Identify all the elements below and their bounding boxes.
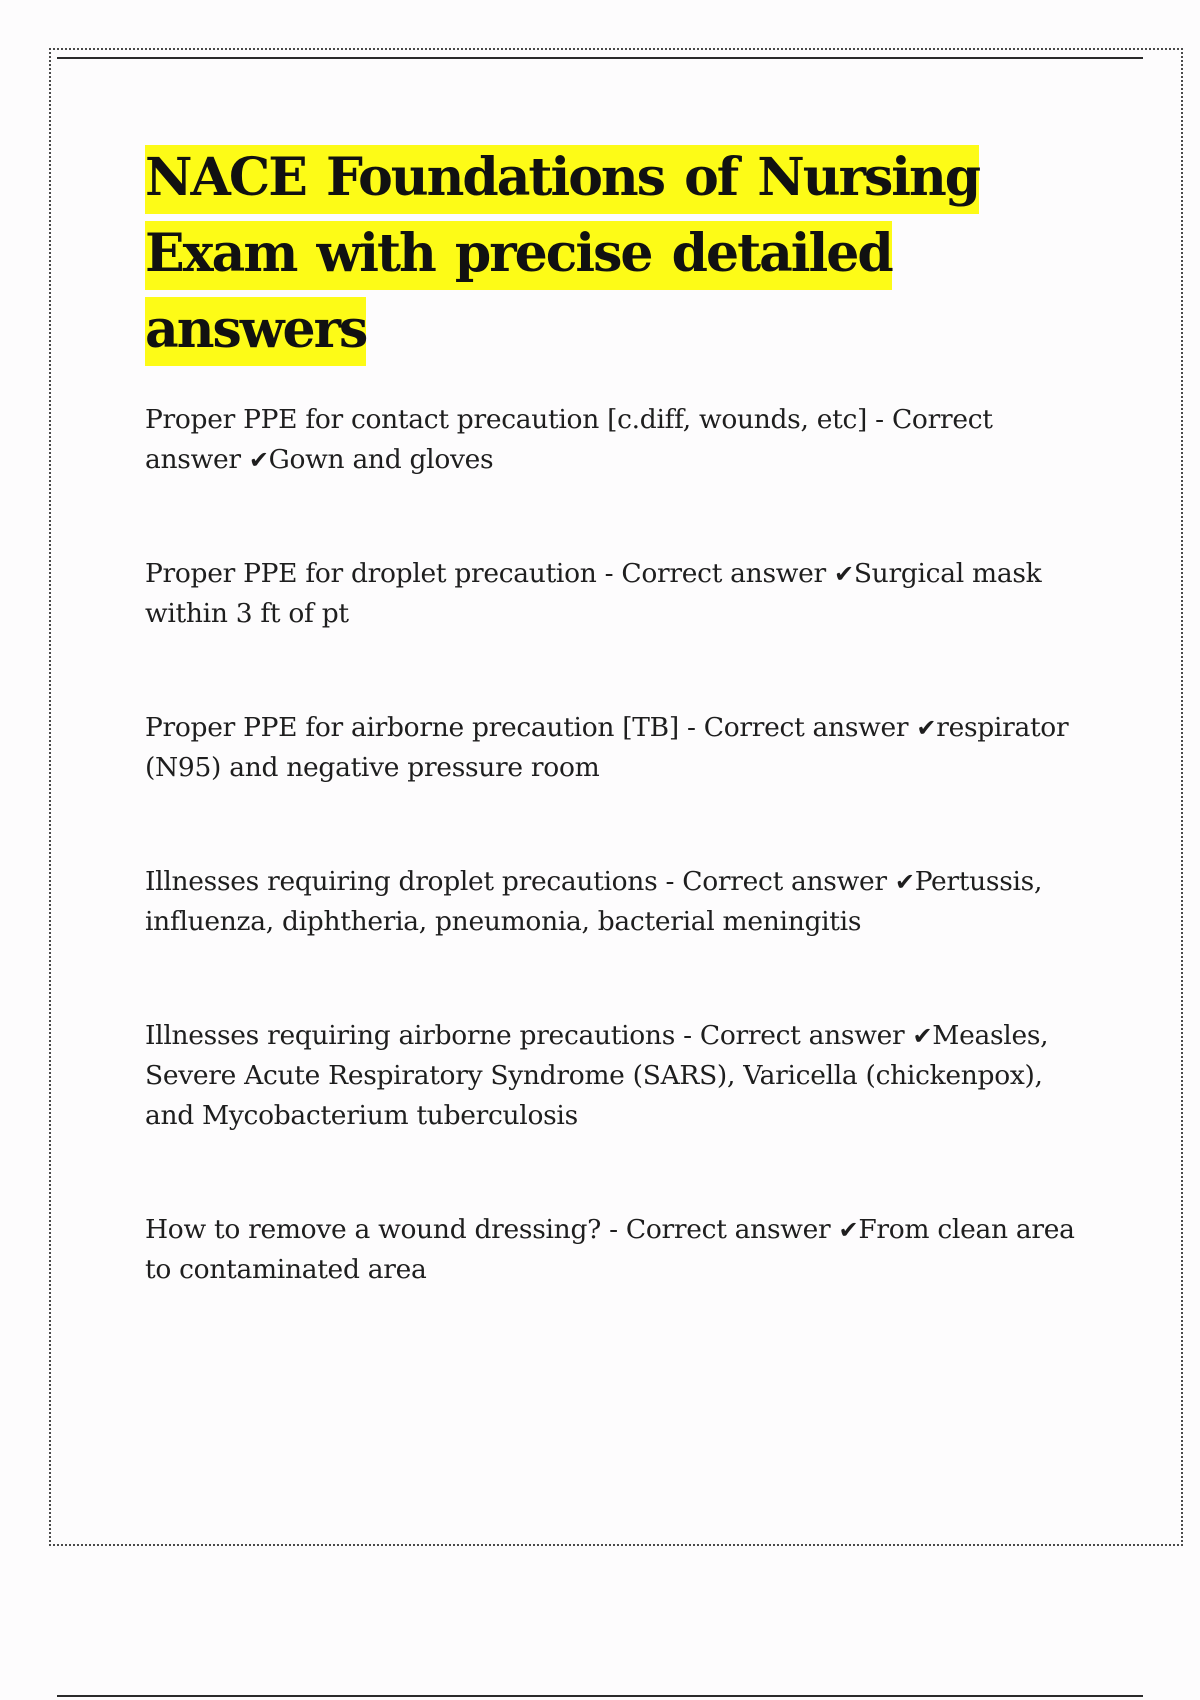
answer-text: Surgical mask within 3 ft of pt: [145, 558, 1042, 629]
qa-item: [145, 708, 1085, 862]
check-icon: ✔: [912, 1022, 933, 1050]
answer-text: Gown and gloves: [268, 444, 494, 475]
question-text: How to remove a wound dressing? - Correct answer: [145, 1214, 839, 1245]
check-icon: ✔: [838, 1216, 859, 1244]
check-icon: ✔: [916, 714, 937, 742]
qa-item: [145, 1210, 1085, 1364]
document-title: [145, 140, 1085, 368]
check-icon: ✔: [248, 446, 269, 474]
question-text: Proper PPE for droplet precaution - Correct answer: [145, 558, 835, 589]
title-highlight: NACE Foundations of Nursing Exam with precise detailed answers: [145, 145, 979, 366]
qa-item: [145, 400, 1085, 554]
qa-item: [145, 554, 1085, 708]
answer-text: From clean area to contaminated area: [145, 1214, 1075, 1285]
question-text: Illnesses requiring droplet precautions - Correct answer: [145, 866, 895, 897]
answer-text: respirator (N95) and negative pressure room: [145, 712, 1069, 783]
check-icon: ✔: [894, 868, 915, 896]
bottom-rule: [57, 1695, 1143, 1697]
qa-list: [145, 400, 1085, 1364]
question-text: Illnesses requiring airborne precautions - Correct answer: [145, 1020, 913, 1051]
answer-text: Measles, Severe Acute Respiratory Syndrome (SARS), Varicella (chickenpox), and Mycobacterium tuberculosis: [145, 1020, 1049, 1131]
question-text: Proper PPE for airborne precaution [TB] - Correct answer: [145, 712, 917, 743]
qa-item: [145, 862, 1085, 1016]
qa-item: [145, 1016, 1085, 1210]
answer-text: Pertussis, influenza, diphtheria, pneumonia, bacterial meningitis: [145, 866, 1043, 937]
question-text: Proper PPE for contact precaution [c.diff, wounds, etc] - Correct answer: [145, 404, 993, 475]
top-rule: [57, 57, 1143, 59]
check-icon: ✔: [834, 560, 854, 588]
